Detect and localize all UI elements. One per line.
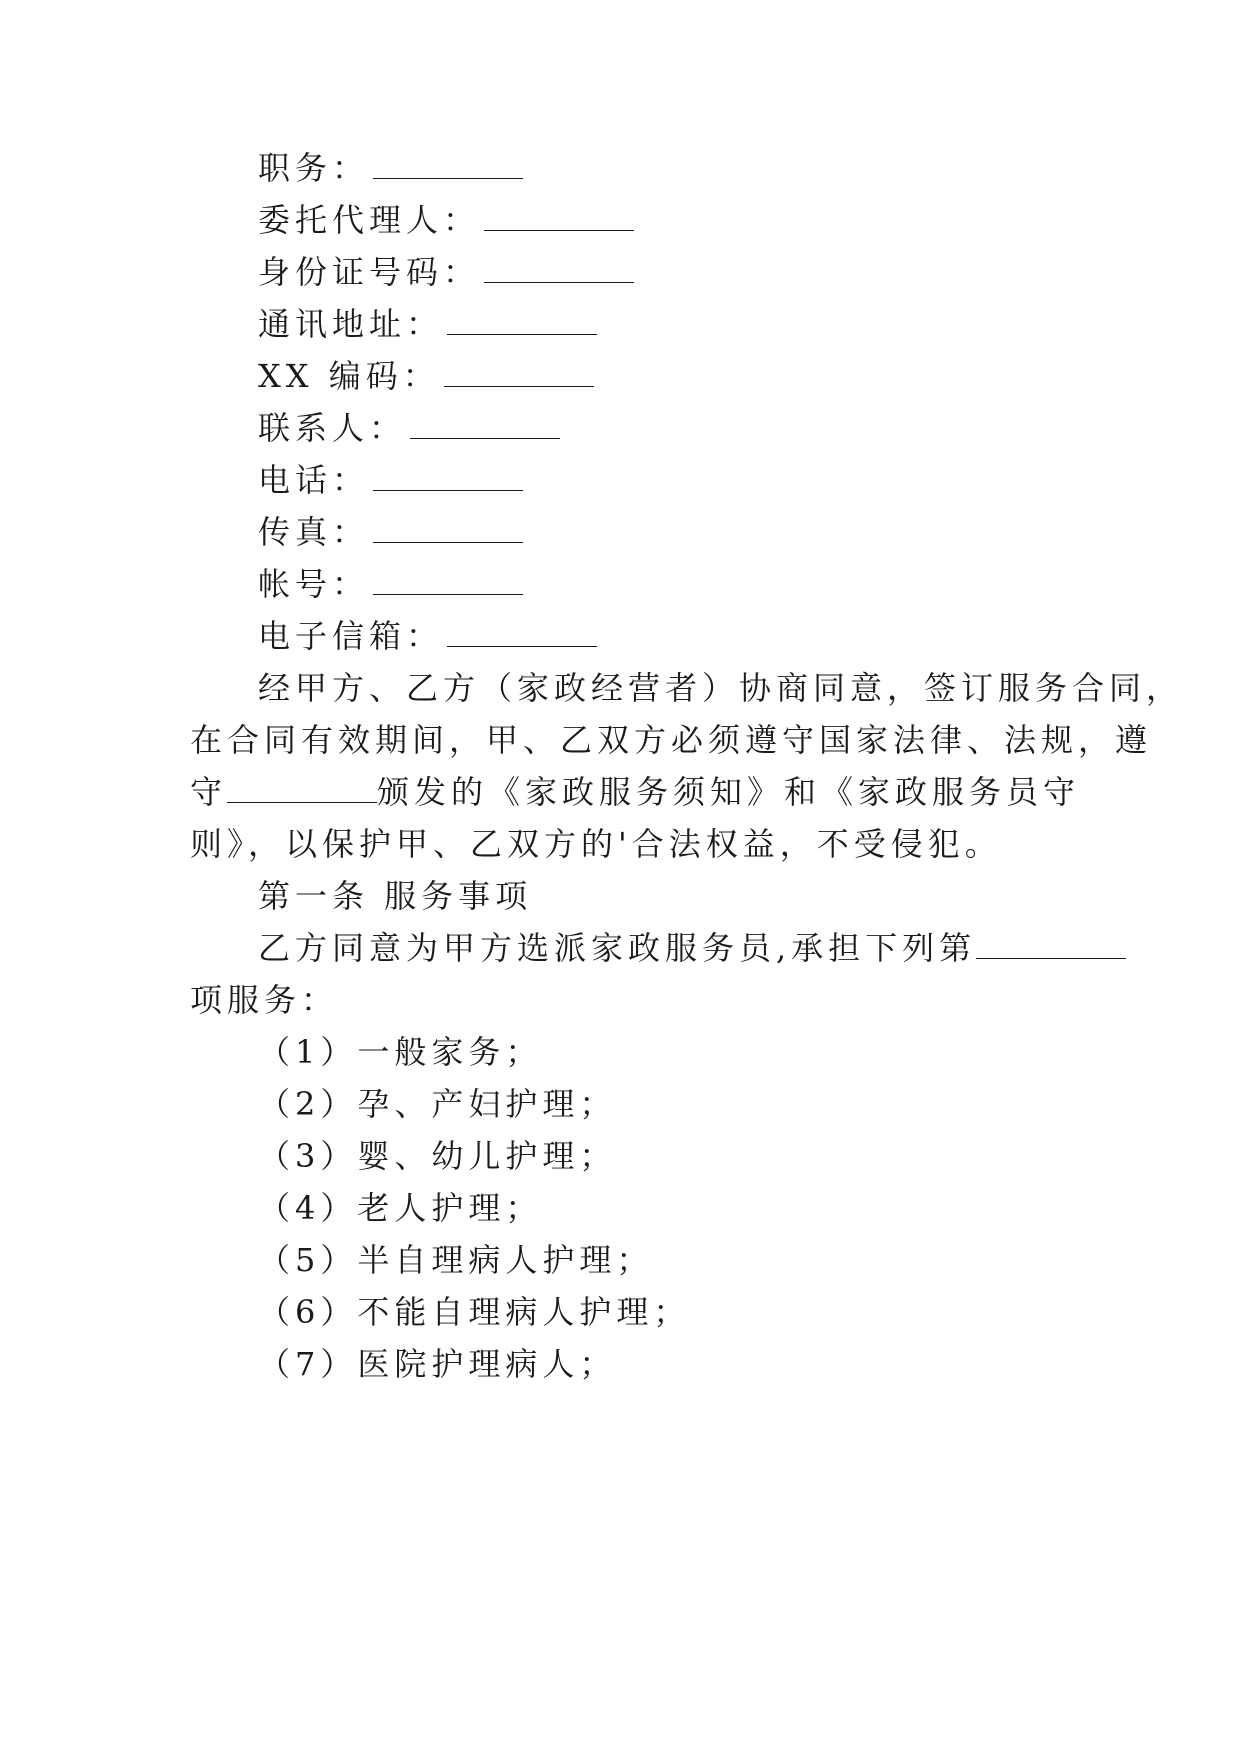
field-account [190,564,1128,604]
intro-line-3-post: 颁发的《家政服务须知》和《家政服务员守 [377,773,1081,811]
field-phone [190,460,1128,500]
service-item: （2）孕、产妇护理； [258,1085,617,1123]
fill-blank [373,568,523,595]
field-agent [190,200,1128,240]
article-heading: 第一条 服务事项 [258,877,533,915]
field-label: 传真： [258,513,370,551]
intro-line-4: 则》，以保护甲、乙双方的'合法权益，不受侵犯。 [190,825,1002,863]
fill-blank [373,152,523,179]
intro-line-1: 经甲方、乙方（家政经营者）协商同意，签订服务合同， [258,669,1184,707]
fill-blank [227,776,377,803]
fill-blank [373,464,523,491]
field-label: 电话： [258,461,370,499]
service-item: （1）一般家务； [258,1033,543,1071]
field-email [190,616,1128,656]
field-label: 电子信箱： [258,617,444,655]
fill-blank [447,308,597,335]
field-postcode [190,356,1128,396]
field-fax [190,512,1128,552]
intro-line-2: 在合同有效期间，甲、乙双方必须遵守国家法律、法规，遵 [190,721,1153,759]
article-line-1-text: 乙方同意为甲方选派家政服务员,承担下列第 [258,929,977,967]
service-item: （3）婴、幼儿护理； [258,1137,617,1175]
fill-blank [410,412,560,439]
intro-line-3 [190,772,1081,812]
fill-blank [484,204,634,231]
fill-blank [976,932,1126,959]
fill-blank [373,516,523,543]
fill-blank [447,620,597,647]
service-item: （7）医院护理病人； [258,1345,617,1383]
field-label: 帐号： [258,565,370,603]
service-item: （4）老人护理； [258,1189,543,1227]
article-line-2: 项服务： [190,981,339,1019]
field-position [190,148,1128,188]
field-id-number [190,252,1128,292]
fill-blank [444,360,594,387]
intro-line-3-pre: 守 [190,773,228,811]
field-address [190,304,1128,344]
service-item: （5）半自理病人护理； [258,1241,654,1279]
field-label: 联系人： [258,409,407,447]
field-label: XX 编码： [258,357,440,395]
field-label: 委托代理人： [258,201,481,239]
fill-blank [484,256,634,283]
field-label: 通讯地址： [258,305,444,343]
article-line-1 [190,928,1128,968]
field-label: 身份证号码： [258,253,481,291]
field-contact [190,408,1128,448]
service-item: （6）不能自理病人护理； [258,1293,691,1331]
field-label: 职务： [258,149,370,187]
